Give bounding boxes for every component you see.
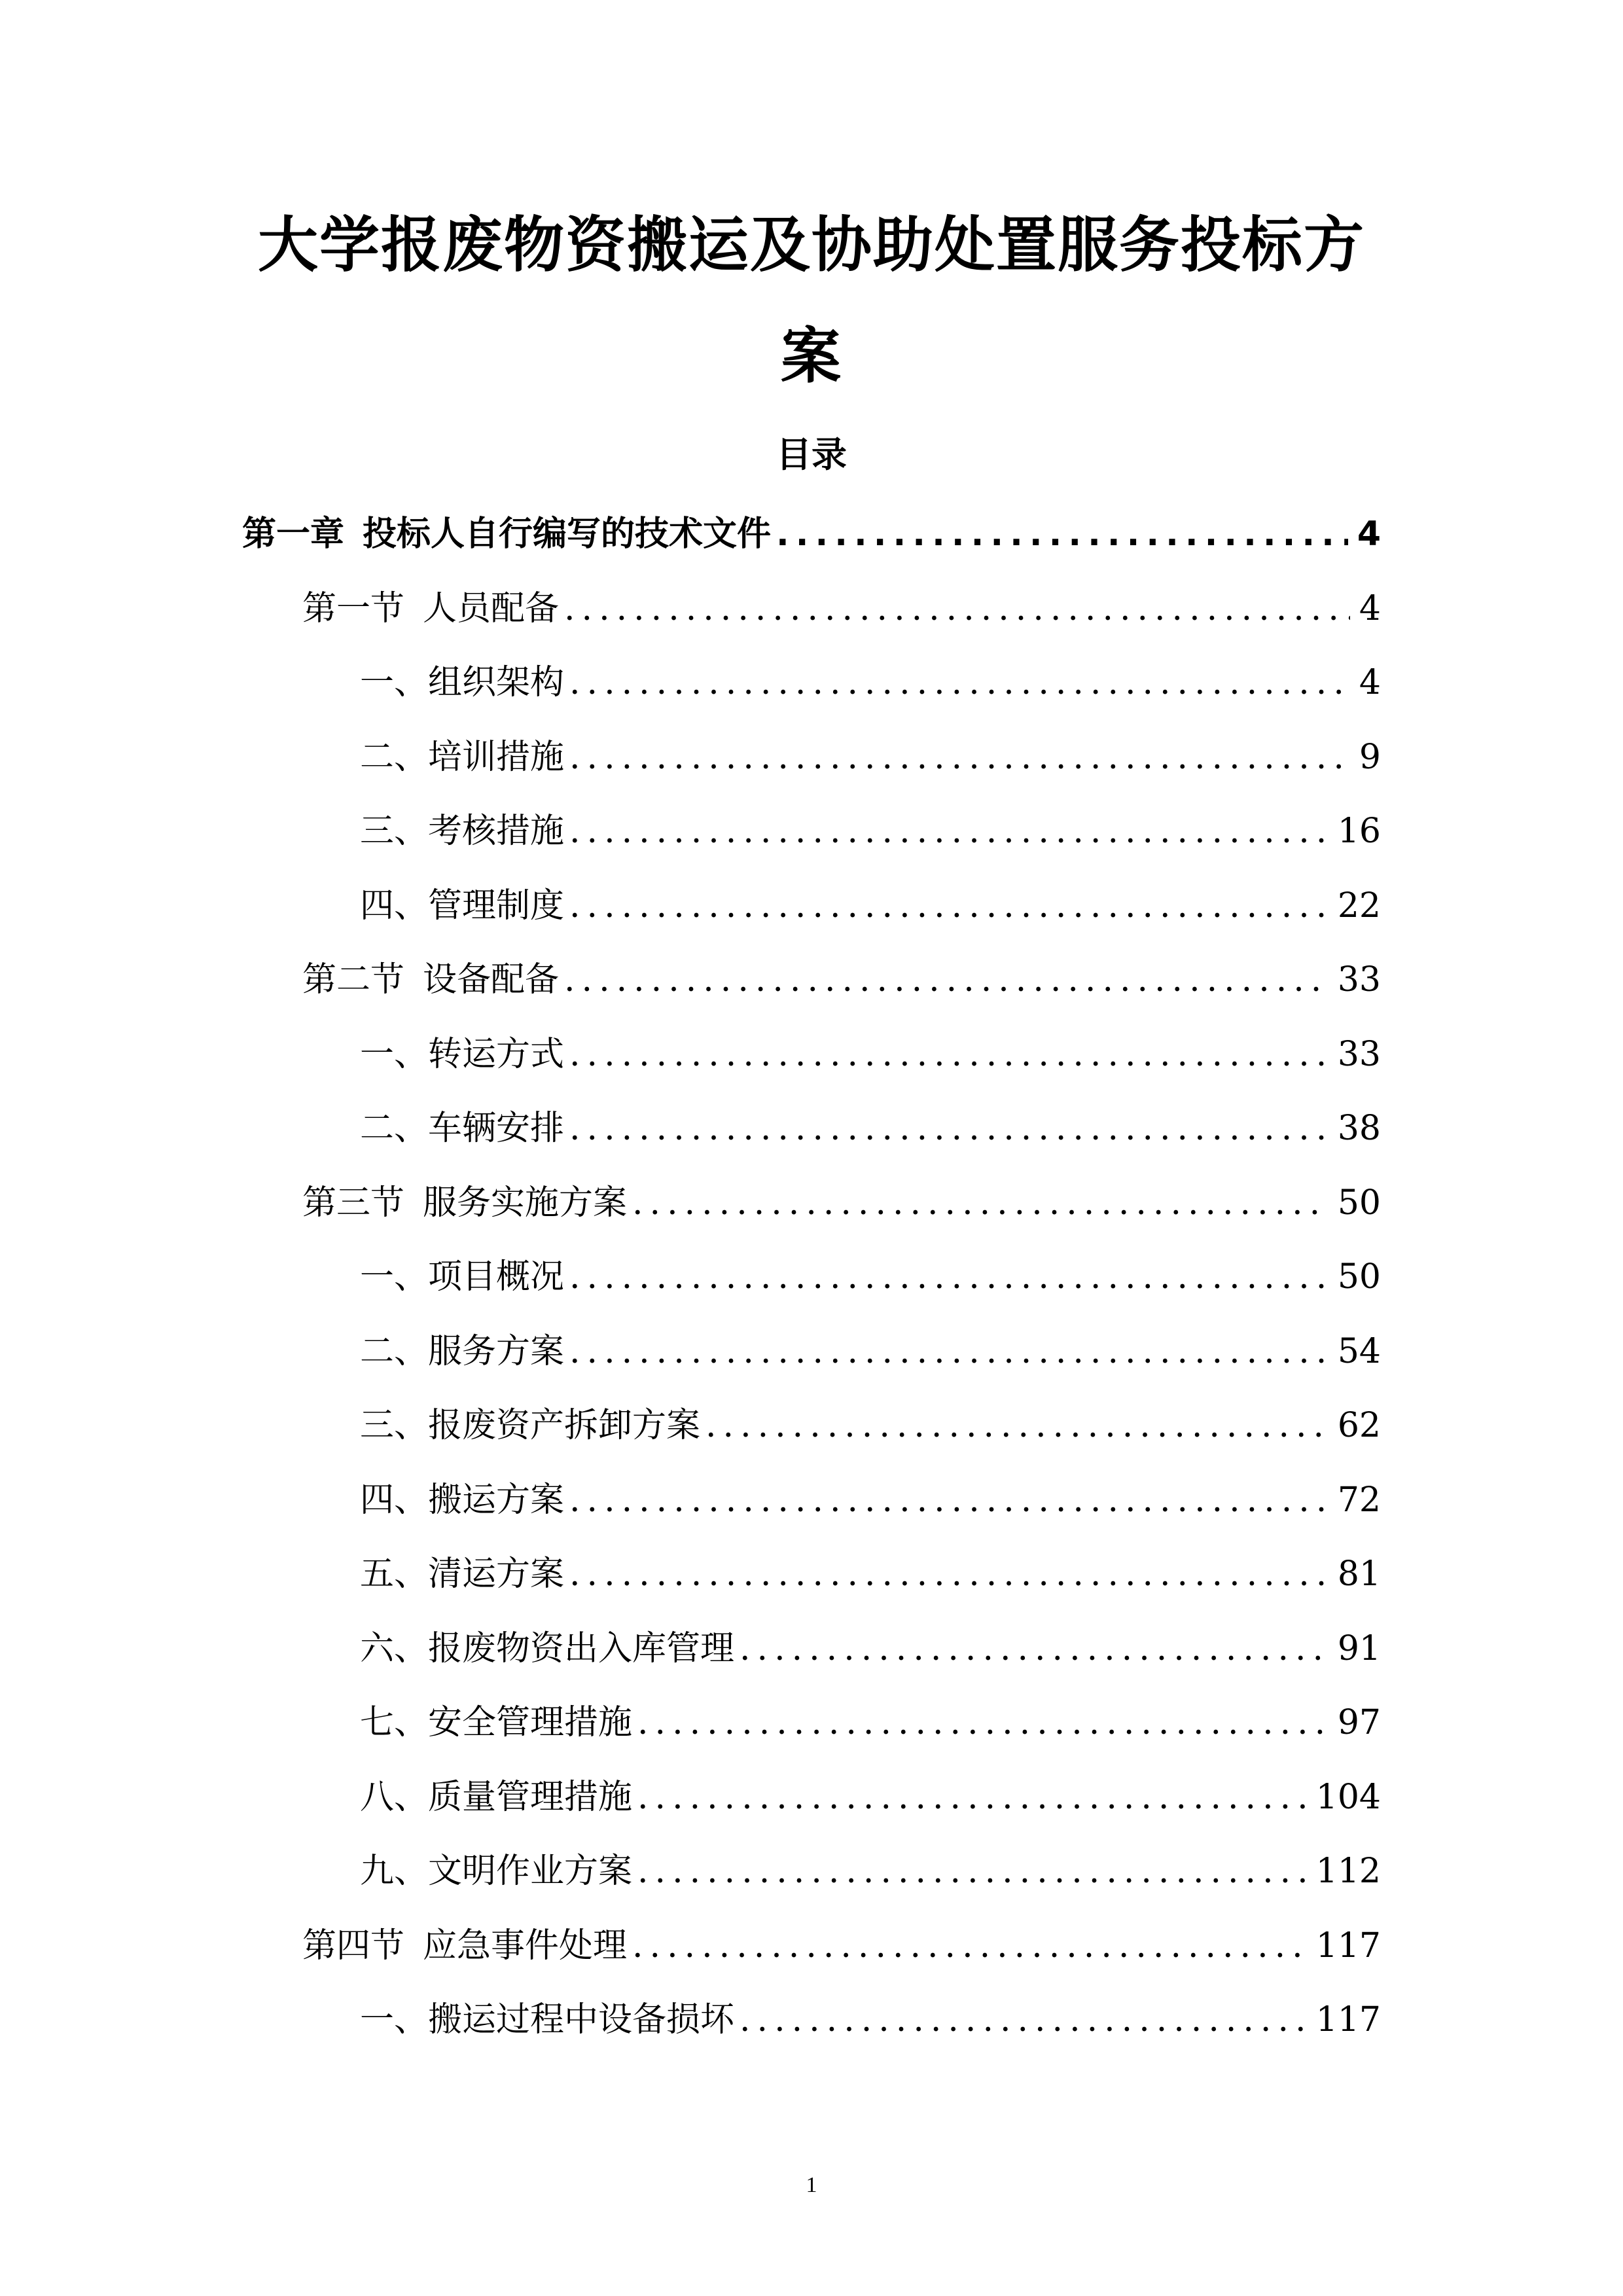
toc-entry[interactable] [242,497,1381,572]
toc-entry-page-number: 33 [1337,1034,1381,1074]
document-title [249,190,1374,412]
toc-entry-number: 七、 [360,1703,429,1742]
toc-entry-page-number: 38 [1337,1109,1381,1148]
toc-dot-leader [569,1537,1329,1612]
toc-dot-leader [569,1463,1329,1538]
toc-entry-number: 第一节 [302,588,405,628]
toc-entry-page-number: 4 [1357,514,1381,554]
toc-dot-leader [569,869,1329,944]
toc-entry-number: 四、 [360,886,429,925]
toc-entry-title: 安全管理措施 [428,1703,633,1742]
toc-entry[interactable] [242,1463,1381,1538]
toc-entry-number: 六、 [360,1628,429,1668]
toc-entry[interactable] [242,1018,1381,1092]
toc-entry-number: 九、 [360,1852,429,1891]
toc-entry-page-number: 16 [1337,812,1381,851]
toc-entry-number: 第一章 [242,514,345,554]
toc-entry[interactable] [242,1166,1381,1241]
toc-entry-page-number: 62 [1337,1406,1381,1445]
toc-entry-title: 质量管理措施 [428,1777,633,1817]
toc-entry-number: 一、 [360,663,429,702]
toc-entry-number: 一、 [360,1034,429,1074]
toc-entry-number: 二、 [360,737,429,777]
toc-entry[interactable] [242,1761,1381,1835]
toc-entry[interactable] [242,1983,1381,2058]
toc-entry-page-number: 4 [1359,663,1381,702]
toc-entry-page-number: 22 [1337,886,1381,925]
toc-entry-number: 一、 [360,1257,429,1297]
toc-dot-leader [564,572,1350,647]
toc-entry-number: 第二节 [302,960,405,999]
toc-entry[interactable] [242,1909,1381,1984]
toc-entry-title: 设备配备 [423,960,560,999]
toc-entry-page-number: 104 [1315,1777,1381,1817]
document-title-line-2: 案 [780,321,842,391]
toc-entry-title: 搬运过程中设备损坏 [428,2000,735,2039]
toc-dot-leader [569,721,1350,795]
toc-entry[interactable] [242,1612,1381,1687]
toc-entry-number: 三、 [360,1406,429,1445]
toc-entry-title: 组织架构 [428,663,565,702]
toc-entry-title: 人员配备 [423,588,560,628]
toc-entry-page-number: 54 [1337,1331,1381,1371]
toc-entry-title: 文明作业方案 [428,1852,633,1891]
toc-entry[interactable] [242,1835,1381,1909]
document-title-line-1: 大学报废物资搬运及协助处置服务投标方 [257,210,1365,280]
toc-entry-number: 第四节 [302,1926,405,1965]
toc-entry[interactable] [242,1389,1381,1463]
toc-entry[interactable] [242,646,1381,721]
toc-entry[interactable] [242,1315,1381,1390]
toc-dot-leader [569,646,1350,721]
toc-dot-leader [637,1761,1307,1835]
toc-entry-title: 培训措施 [428,737,565,777]
toc-entry-title: 投标人自行编写的技术文件 [363,514,772,554]
toc-entry[interactable] [242,1537,1381,1612]
toc-dot-leader [637,1835,1307,1909]
toc-entry-title: 车辆安排 [428,1109,565,1148]
toc-entry-number: 一、 [360,2000,429,2039]
toc-dot-leader [569,795,1329,869]
page-number: 1 [806,2173,817,2197]
toc-entry-title: 报废物资出入库管理 [428,1628,735,1668]
toc-entry-title: 管理制度 [428,886,565,925]
toc-entry-page-number: 33 [1337,960,1381,999]
toc-dot-leader [569,1092,1329,1166]
toc-entry-page-number: 112 [1315,1852,1381,1891]
toc-entry-title: 搬运方案 [428,1480,565,1520]
toc-entry[interactable] [242,572,1381,647]
toc-entry-page-number: 72 [1337,1480,1381,1520]
toc-dot-leader [632,1166,1329,1241]
toc-entry-number: 第三节 [302,1183,405,1223]
toc-dot-leader [705,1389,1329,1463]
toc-entry-number: 二、 [360,1109,429,1148]
toc-dot-leader [569,1018,1329,1092]
toc-entry-title: 服务实施方案 [423,1183,628,1223]
toc-entry-page-number: 50 [1337,1183,1381,1223]
toc-entry[interactable] [242,721,1381,795]
toc-dot-leader [564,943,1329,1018]
toc-entry-number: 三、 [360,812,429,851]
toc-entry[interactable] [242,795,1381,869]
toc-heading: 目录 [776,434,847,475]
toc-entry-number: 八、 [360,1777,429,1817]
toc-entry-page-number: 50 [1337,1257,1381,1297]
toc-entry-page-number: 9 [1359,737,1381,777]
toc-entry-title: 项目概况 [428,1257,565,1297]
toc-entry-page-number: 117 [1315,2000,1381,2039]
toc-entry-page-number: 81 [1337,1554,1381,1594]
toc-dot-leader [776,497,1348,572]
toc-entry-title: 报废资产拆卸方案 [428,1406,701,1445]
toc-entry[interactable] [242,1686,1381,1761]
toc-dot-leader [740,1612,1329,1687]
toc-dot-leader [569,1240,1329,1315]
toc-entry-page-number: 4 [1359,588,1381,628]
toc-entry-title: 服务方案 [428,1331,565,1371]
toc-entry-number: 二、 [360,1331,429,1371]
toc-entry-page-number: 117 [1315,1926,1381,1965]
toc-entry[interactable] [242,1092,1381,1166]
toc-dot-leader [637,1686,1329,1761]
toc-entry[interactable] [242,1240,1381,1315]
toc-entry-number: 五、 [360,1554,429,1594]
toc-dot-leader [740,1983,1307,2058]
toc-entry-page-number: 91 [1337,1628,1381,1668]
toc-dot-leader [569,1315,1329,1390]
toc-dot-leader [632,1909,1307,1984]
toc-entry-title: 应急事件处理 [423,1926,628,1965]
table-of-contents [242,497,1381,2058]
toc-entry-title: 转运方式 [428,1034,565,1074]
toc-entry[interactable] [242,869,1381,944]
toc-entry[interactable] [242,943,1381,1018]
toc-entry-page-number: 97 [1337,1703,1381,1742]
toc-entry-number: 四、 [360,1480,429,1520]
toc-entry-title: 考核措施 [428,812,565,851]
toc-entry-title: 清运方案 [428,1554,565,1594]
